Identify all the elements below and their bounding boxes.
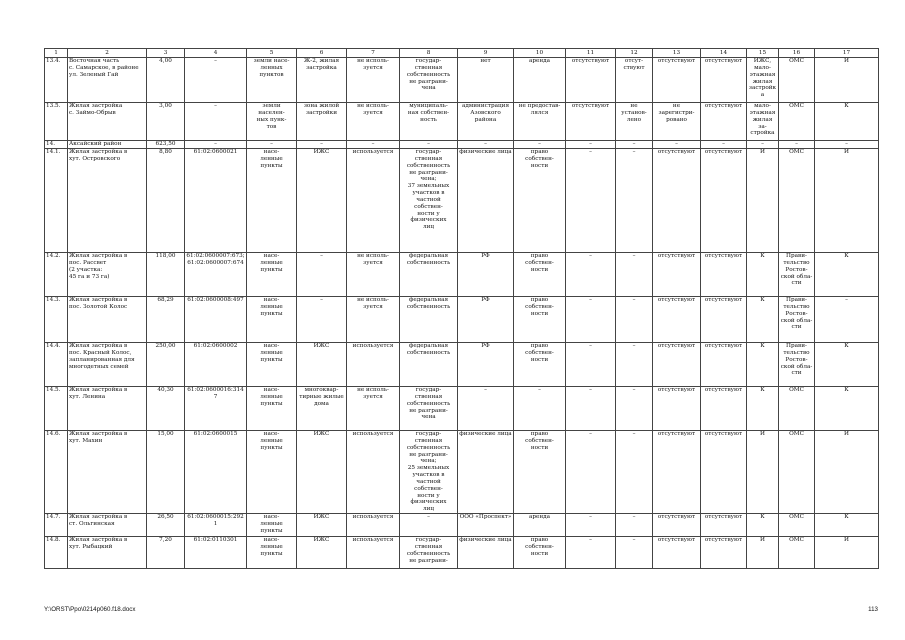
table-cell-col-14: отсутствуют xyxy=(701,58,747,103)
table-cell-col-2: Жилая застройка с. Займо-Обрыв xyxy=(68,103,147,141)
table-cell-col-4: 61:02:0600015:2921 xyxy=(185,514,247,537)
table-cell-col-2: Жилая застройка в хут. Рыбацкий xyxy=(68,537,147,569)
table-cell-col-13: не зарегистри- ровано xyxy=(653,103,701,141)
table-cell-col-6: – xyxy=(297,141,347,149)
table-cell-col-10: не предостав- лялся xyxy=(514,103,566,141)
table-cell-col-6: – xyxy=(297,297,347,343)
table-cell-col-17: – xyxy=(815,141,879,149)
table-cell-col-9: администрация Азовского района xyxy=(458,103,514,141)
table-row xyxy=(45,537,879,569)
table-cell-col-13: отсутствуют xyxy=(653,431,701,514)
table-cell-col-14: отсутствуют xyxy=(701,253,747,297)
column-header-1: 1 xyxy=(45,49,68,58)
table-cell-col-2: Восточная часть с. Самарское, в районе ул. Зеленый Гай xyxy=(68,58,147,103)
table-cell-col-17: И xyxy=(815,537,879,569)
table-cell-col-15: К xyxy=(747,297,779,343)
table-cell-col-3: 623,50 xyxy=(147,141,185,149)
table-cell-col-14: отсутствуют xyxy=(701,537,747,569)
table-cell-col-5: насе- ленные пункты xyxy=(247,297,297,343)
table-cell-col-2: Жилая застройка в хут. Ленина xyxy=(68,387,147,431)
table-cell-col-10: право собствен- ности xyxy=(514,537,566,569)
table-cell-col-14: отсутствуют xyxy=(701,343,747,387)
table-cell-col-7: не исполь- зуется xyxy=(347,253,400,297)
table-cell-col-7: не исполь- зуется xyxy=(347,387,400,431)
table-cell-col-8: федеральная собственность xyxy=(400,297,458,343)
table-cell-col-6: ИЖС xyxy=(297,149,347,253)
table-row xyxy=(45,514,879,537)
table-cell-col-13: отсутствуют xyxy=(653,297,701,343)
table-cell-col-4: – xyxy=(185,103,247,141)
table-cell-col-10: право собствен- ности xyxy=(514,253,566,297)
table-cell-col-6: зона жилой застройки xyxy=(297,103,347,141)
column-header-14: 14 xyxy=(701,49,747,58)
table-cell-col-10: право собствен- ности xyxy=(514,297,566,343)
table-cell-col-8: федеральная собственность xyxy=(400,253,458,297)
table-cell-col-10: право собствен- ности xyxy=(514,149,566,253)
table-cell-col-14: отсутствуют xyxy=(701,431,747,514)
table-cell-col-6: многоквар- тирные жилые дома xyxy=(297,387,347,431)
column-header-12: 12 xyxy=(616,49,653,58)
table-cell-col-14: отсутствуют xyxy=(701,514,747,537)
table-cell-col-9: РФ xyxy=(458,343,514,387)
column-header-2: 2 xyxy=(68,49,147,58)
table-cell-col-15: мало- этажная жилая за- стройка xyxy=(747,103,779,141)
table-cell-col-10: – xyxy=(514,387,566,431)
table-cell-col-15: К xyxy=(747,387,779,431)
table-cell-col-8: – xyxy=(400,514,458,537)
table-cell-col-8: – xyxy=(400,141,458,149)
table-cell-col-13: отсутствуют xyxy=(653,514,701,537)
table-cell-col-15: ИЖС, мало- этажная жилая застройка xyxy=(747,58,779,103)
table-cell-col-17: К xyxy=(815,343,879,387)
table-cell-col-10: право собствен- ности xyxy=(514,431,566,514)
table-cell-col-13: отсутствуют xyxy=(653,537,701,569)
footer-file-path: Y:\ORST\Ppo\0214p060.f18.docx xyxy=(44,606,136,613)
table-cell-col-11: – xyxy=(566,537,616,569)
table-cell-col-2: Жилая застройка в ст. Ольгинская xyxy=(68,514,147,537)
table-cell-col-4: – xyxy=(185,58,247,103)
table-cell-col-8: государ- ственная собственность не разграни- чена xyxy=(400,58,458,103)
column-header-10: 10 xyxy=(514,49,566,58)
table-cell-col-16: Прави- тельство Ростов- ской обла- сти xyxy=(779,343,815,387)
table-cell-col-8: федеральная собственность xyxy=(400,343,458,387)
table-cell-col-1: 13.4. xyxy=(45,58,68,103)
table-cell-col-15: – xyxy=(747,141,779,149)
table-cell-col-4: 61:02:0600021 xyxy=(185,149,247,253)
table-cell-col-15: К xyxy=(747,514,779,537)
column-header-9: 9 xyxy=(458,49,514,58)
table-cell-col-4: 61:02:0600015 xyxy=(185,431,247,514)
table-cell-col-12: – xyxy=(616,537,653,569)
table-cell-col-9: ООО «Проспект» xyxy=(458,514,514,537)
table-cell-col-5: земли насе- ленных пунктов xyxy=(247,58,297,103)
column-header-16: 16 xyxy=(779,49,815,58)
footer-page-number: 113 xyxy=(868,606,878,613)
table-cell-col-4: 61:02:0600016:3147 xyxy=(185,387,247,431)
table-cell-col-11: – xyxy=(566,431,616,514)
table-cell-col-13: отсутствуют xyxy=(653,58,701,103)
column-header-17: 17 xyxy=(815,49,879,58)
table-cell-col-13: отсутствуют xyxy=(653,149,701,253)
table-cell-col-1: 14.2. xyxy=(45,253,68,297)
table-row xyxy=(45,253,879,297)
table-cell-col-11: отсутствуют xyxy=(566,58,616,103)
table-cell-col-3: 118,00 xyxy=(147,253,185,297)
table-row xyxy=(45,149,879,253)
table-cell-col-6: ИЖС xyxy=(297,343,347,387)
table-cell-col-16: ОМС xyxy=(779,58,815,103)
table-cell-col-17: И xyxy=(815,58,879,103)
table-cell-col-10: аренда xyxy=(514,58,566,103)
column-header-15: 15 xyxy=(747,49,779,58)
column-header-3: 3 xyxy=(147,49,185,58)
column-header-6: 6 xyxy=(297,49,347,58)
table-cell-col-8: муниципаль- ная собствен- ность xyxy=(400,103,458,141)
table-cell-col-3: 40,30 xyxy=(147,387,185,431)
table-row xyxy=(45,343,879,387)
table-cell-col-3: 250,00 xyxy=(147,343,185,387)
table-cell-col-2: Жилая застройка в хут. Островского xyxy=(68,149,147,253)
header-row xyxy=(45,49,879,58)
table-cell-col-14: – xyxy=(701,141,747,149)
table-cell-col-9: физические лица xyxy=(458,431,514,514)
table-cell-col-10: аренда xyxy=(514,514,566,537)
table-cell-col-11: – xyxy=(566,253,616,297)
table-cell-col-13: отсутствуют xyxy=(653,387,701,431)
table-cell-col-12: – xyxy=(616,253,653,297)
table-cell-col-12: – xyxy=(616,297,653,343)
table-cell-col-1: 14.1. xyxy=(45,149,68,253)
table-cell-col-12: – xyxy=(616,431,653,514)
table-cell-col-5: насе- ленные пункты xyxy=(247,253,297,297)
table-cell-col-1: 14.5. xyxy=(45,387,68,431)
table-cell-col-8: государ- ственная собственность не разграни- xyxy=(400,537,458,569)
table-cell-col-11: – xyxy=(566,297,616,343)
table-row xyxy=(45,431,879,514)
table-cell-col-9: РФ xyxy=(458,253,514,297)
table-row xyxy=(45,103,879,141)
table-cell-col-1: 14.3. xyxy=(45,297,68,343)
column-header-7: 7 xyxy=(347,49,400,58)
table-cell-col-3: 8,80 xyxy=(147,149,185,253)
table-cell-col-5: насе- ленные пункты xyxy=(247,387,297,431)
table-cell-col-16: ОМС xyxy=(779,431,815,514)
table-cell-col-11: – xyxy=(566,149,616,253)
table-cell-col-17: К xyxy=(815,387,879,431)
table-cell-col-6: Ж-2, жилая застройка xyxy=(297,58,347,103)
column-header-11: 11 xyxy=(566,49,616,58)
table-cell-col-3: 7,20 xyxy=(147,537,185,569)
table-cell-col-16: ОМС xyxy=(779,514,815,537)
table-cell-col-12: – xyxy=(616,387,653,431)
table-cell-col-3: 3,00 xyxy=(147,103,185,141)
table-cell-col-5: насе- ленные пункты xyxy=(247,431,297,514)
table-body xyxy=(45,58,879,569)
table-cell-col-16: ОМС xyxy=(779,537,815,569)
table-cell-col-15: И xyxy=(747,537,779,569)
table-cell-col-3: 68,29 xyxy=(147,297,185,343)
table-cell-col-4: 61:02:0600008:497 xyxy=(185,297,247,343)
table-cell-col-6: ИЖС xyxy=(297,514,347,537)
table-cell-col-13: – xyxy=(653,141,701,149)
table-cell-col-6: – xyxy=(297,253,347,297)
column-header-8: 8 xyxy=(400,49,458,58)
table-cell-col-5: насе- ленные пункты xyxy=(247,514,297,537)
table-cell-col-11: – xyxy=(566,141,616,149)
table-cell-col-12: не установ- лено xyxy=(616,103,653,141)
table-cell-col-12: отсут- ствуют xyxy=(616,58,653,103)
table-cell-col-7: не исполь- зуется xyxy=(347,58,400,103)
table-cell-col-9: нет xyxy=(458,58,514,103)
table-cell-col-9: РФ xyxy=(458,297,514,343)
table-cell-col-1: 13.5. xyxy=(45,103,68,141)
column-header-13: 13 xyxy=(653,49,701,58)
table-cell-col-1: 14.7. xyxy=(45,514,68,537)
table-cell-col-15: К xyxy=(747,253,779,297)
table-cell-col-1: 14. xyxy=(45,141,68,149)
table-cell-col-16: ОМС xyxy=(779,103,815,141)
table-cell-col-11: – xyxy=(566,514,616,537)
table-cell-col-11: – xyxy=(566,387,616,431)
table-cell-col-4: 61:02:0600002 xyxy=(185,343,247,387)
table-cell-col-5: – xyxy=(247,141,297,149)
table-cell-col-5: насе- ленные пункты xyxy=(247,537,297,569)
table-cell-col-15: И xyxy=(747,149,779,253)
table-cell-col-14: отсутствуют xyxy=(701,149,747,253)
table-cell-col-2: Жилая застройка в хут. Махин xyxy=(68,431,147,514)
table-cell-col-2: Аксайский район xyxy=(68,141,147,149)
table-cell-col-12: – xyxy=(616,149,653,253)
table-cell-col-16: ОМС xyxy=(779,387,815,431)
table-cell-col-12: – xyxy=(616,514,653,537)
table-cell-col-10: право собствен- ности xyxy=(514,343,566,387)
column-header-5: 5 xyxy=(247,49,297,58)
table-cell-col-8: государ- ственная собственность не разграни- чена xyxy=(400,387,458,431)
table-row xyxy=(45,297,879,343)
table-cell-col-16: – xyxy=(779,141,815,149)
table-cell-col-4: – xyxy=(185,141,247,149)
table-cell-col-7: используется xyxy=(347,537,400,569)
table-cell-col-1: 14.8. xyxy=(45,537,68,569)
table-cell-col-8: государ- ственная собственность не разграни- чена; 37 земельных участков в частной собствен- ности у физических лиц xyxy=(400,149,458,253)
table-cell-col-15: К xyxy=(747,343,779,387)
table-cell-col-13: отсутствуют xyxy=(653,343,701,387)
table-cell-col-7: используется xyxy=(347,431,400,514)
table-cell-col-14: отсутствуют xyxy=(701,103,747,141)
table-cell-col-17: К xyxy=(815,253,879,297)
table-cell-col-3: 4,00 xyxy=(147,58,185,103)
table-cell-col-17: – xyxy=(815,297,879,343)
table-cell-col-8: государ- ственная собственность не разграни- чена; 25 земельных участков в частной собствен- ности у физических лиц xyxy=(400,431,458,514)
table-cell-col-16: ОМС xyxy=(779,149,815,253)
table-cell-col-7: не исполь- зуется xyxy=(347,103,400,141)
table-row xyxy=(45,58,879,103)
table-cell-col-6: ИЖС xyxy=(297,537,347,569)
table-cell-col-2: Жилая застройка в пос. Рассвет (2 участка: 45 га и 73 га) xyxy=(68,253,147,297)
table-cell-col-17: К xyxy=(815,103,879,141)
table-cell-col-2: Жилая застройка в пос. Золотой Колос xyxy=(68,297,147,343)
table-cell-col-12: – xyxy=(616,141,653,149)
table-cell-col-4: 61:02:0600007:673; 61:02:0600007:674 xyxy=(185,253,247,297)
table-cell-col-7: не исполь- зуется xyxy=(347,297,400,343)
table-cell-col-3: 15,00 xyxy=(147,431,185,514)
table-cell-col-9: физические лица xyxy=(458,149,514,253)
table-cell-col-16: Прави- тельство Ростов- ской обла- сти xyxy=(779,253,815,297)
column-header-4: 4 xyxy=(185,49,247,58)
table-cell-col-16: Прави- тельство Ростов- ской обла- сти xyxy=(779,297,815,343)
table-cell-col-17: И xyxy=(815,431,879,514)
table-row xyxy=(45,387,879,431)
table-cell-col-14: отсутствуют xyxy=(701,387,747,431)
table-cell-col-9: – xyxy=(458,387,514,431)
table-cell-col-7: – xyxy=(347,141,400,149)
table-row xyxy=(45,141,879,149)
table-cell-col-14: отсутствуют xyxy=(701,297,747,343)
table-cell-col-7: используется xyxy=(347,343,400,387)
table-cell-col-12: – xyxy=(616,343,653,387)
table-cell-col-11: отсутствуют xyxy=(566,103,616,141)
table-cell-col-17: И xyxy=(815,149,879,253)
table-cell-col-7: используется xyxy=(347,149,400,253)
table-cell-col-7: используется xyxy=(347,514,400,537)
data-table xyxy=(44,48,879,569)
table-cell-col-17: К xyxy=(815,514,879,537)
table-cell-col-4: 61:02:0110301 xyxy=(185,537,247,569)
table-cell-col-3: 26,50 xyxy=(147,514,185,537)
table-cell-col-5: земли населен- ных пунк- тов xyxy=(247,103,297,141)
table-cell-col-5: насе- ленные пункты xyxy=(247,343,297,387)
table-cell-col-10: – xyxy=(514,141,566,149)
table-cell-col-15: И xyxy=(747,431,779,514)
table-cell-col-9: – xyxy=(458,141,514,149)
table-cell-col-11: – xyxy=(566,343,616,387)
table-cell-col-1: 14.4. xyxy=(45,343,68,387)
table-cell-col-9: физические лица xyxy=(458,537,514,569)
table-cell-col-13: отсутствуют xyxy=(653,253,701,297)
table-cell-col-1: 14.6. xyxy=(45,431,68,514)
table-cell-col-2: Жилая застройка в пос. Красный Колос, запланированная для многодетных семей xyxy=(68,343,147,387)
table-cell-col-6: ИЖС xyxy=(297,431,347,514)
table-cell-col-5: насе- ленные пункты xyxy=(247,149,297,253)
